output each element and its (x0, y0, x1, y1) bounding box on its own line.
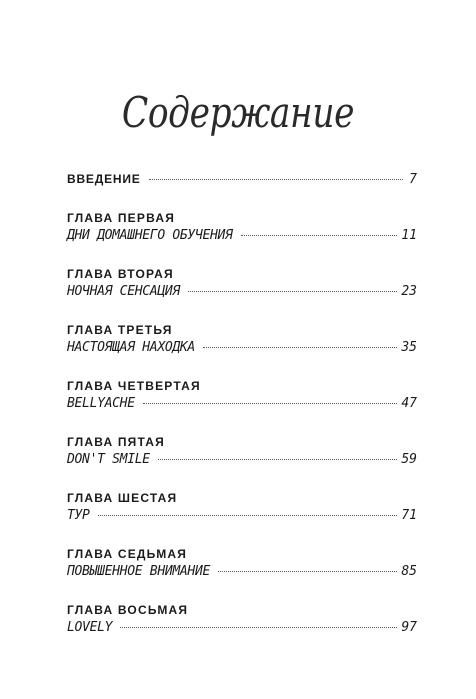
intro-label: ВВЕДЕНИЕ (67, 172, 141, 186)
toc-entry-chapter-6[interactable] (67, 508, 417, 530)
chapter-page-number: 85 (401, 564, 417, 579)
dot-leader (98, 515, 398, 516)
table-of-contents (67, 172, 417, 642)
dot-leader (158, 459, 398, 460)
intro-page-number: 7 (409, 172, 417, 187)
chapter-title: BELLYACHE (67, 396, 135, 411)
chapter-title: ДНИ ДОМАШНЕГО ОБУЧЕНИЯ (67, 228, 233, 243)
chapter-page-number: 59 (401, 452, 417, 467)
chapter-3 (67, 320, 417, 362)
dot-leader (218, 571, 397, 572)
dot-leader (120, 627, 397, 628)
chapter-heading: ГЛАВА ПЯТАЯ (67, 435, 165, 449)
chapter-heading: ГЛАВА ВТОРАЯ (67, 267, 174, 281)
chapter-page-number: 47 (401, 396, 417, 411)
dot-leader (188, 291, 397, 292)
toc-entry-chapter-1[interactable] (67, 228, 417, 250)
chapter-heading: ГЛАВА ПЕРВАЯ (67, 211, 176, 225)
chapter-2 (67, 264, 417, 306)
chapter-1 (67, 208, 417, 250)
page-title: Содержание (121, 88, 355, 137)
chapter-page-number: 11 (401, 228, 417, 243)
chapter-title: ТУР (67, 508, 90, 523)
chapter-page-number: 97 (401, 620, 417, 635)
chapter-title: ПОВЫШЕННОЕ ВНИМАНИЕ (67, 564, 211, 579)
toc-entry-chapter-8[interactable] (67, 620, 417, 642)
chapter-title: НАСТОЯЩАЯ НАХОДКА (67, 340, 195, 355)
chapter-title: DON'T SMILE (67, 452, 150, 467)
toc-entry-chapter-7[interactable] (67, 564, 417, 586)
toc-intro-entry[interactable] (67, 172, 417, 194)
chapter-heading: ГЛАВА ШЕСТАЯ (67, 491, 178, 505)
chapter-6 (67, 488, 417, 530)
chapter-title: НОЧНАЯ СЕНСАЦИЯ (67, 284, 180, 299)
toc-entry-chapter-2[interactable] (67, 284, 417, 306)
chapter-4 (67, 376, 417, 418)
chapter-page-number: 23 (401, 284, 417, 299)
toc-entry-chapter-3[interactable] (67, 340, 417, 362)
chapter-8 (67, 600, 417, 642)
chapter-heading: ГЛАВА ЧЕТВЕРТАЯ (67, 379, 201, 393)
chapter-page-number: 35 (401, 340, 417, 355)
dot-leader (149, 179, 403, 180)
dot-leader (203, 347, 397, 348)
chapter-heading: ГЛАВА ТРЕТЬЯ (67, 323, 173, 337)
toc-entry-chapter-5[interactable] (67, 452, 417, 474)
dot-leader (143, 403, 398, 404)
chapter-page-number: 71 (401, 508, 417, 523)
chapter-heading: ГЛАВА ВОСЬМАЯ (67, 603, 189, 617)
chapter-title: LOVELY (67, 620, 113, 635)
chapter-5 (67, 432, 417, 474)
dot-leader (241, 235, 398, 236)
chapter-7 (67, 544, 417, 586)
chapter-heading: ГЛАВА СЕДЬМАЯ (67, 547, 188, 561)
toc-entry-chapter-4[interactable] (67, 396, 417, 418)
